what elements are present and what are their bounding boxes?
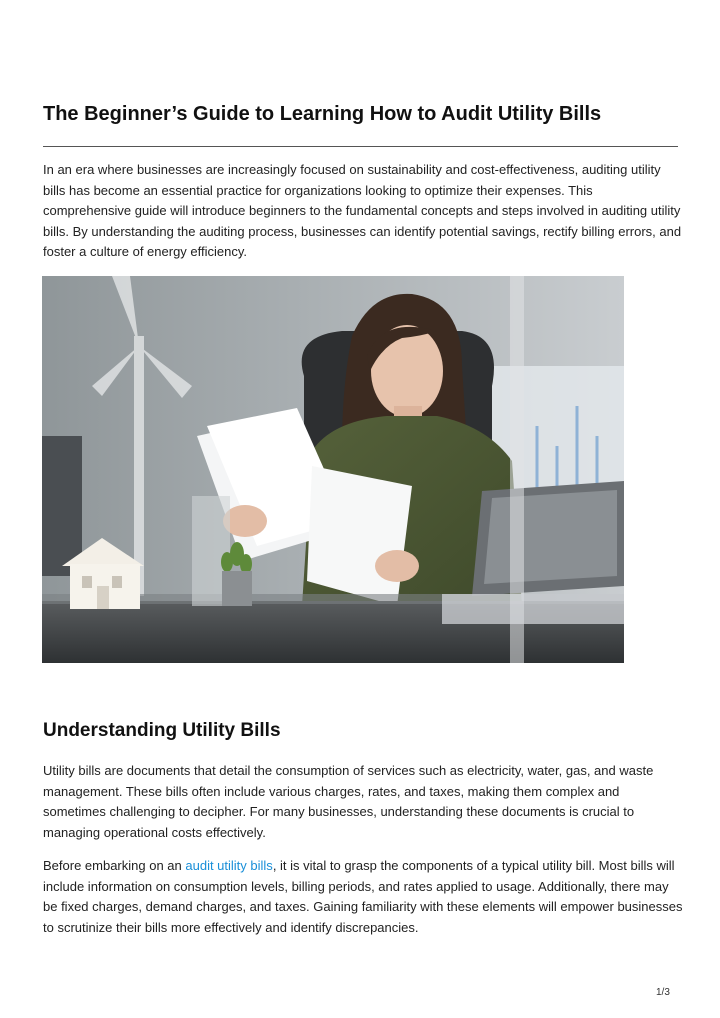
page-title: The Beginner’s Guide to Learning How to Audit Utility Bills bbox=[43, 103, 602, 125]
section-paragraph-1: Utility bills are documents that detail the consumption of services such as electricity, water, gas, and waste management. These bills often include various charges, rates, and taxes, making them complex and sometimes challenging to decipher. For many businesses, understanding these documents is crucial to managing operational costs effectively. bbox=[43, 763, 654, 840]
intro-paragraph: In an era where businesses are increasingly focused on sustainability and cost-effectiveness, auditing utility bills has become an essential practice for organizations looking to optimize their expenses. This comprehensive guide will introduce beginners to the fundamental concepts and steps involved in auditing utility bills. By understanding the auditing process, businesses can identify potential savings, rectify billing errors, and foster a culture of energy efficiency. bbox=[43, 162, 682, 259]
page-number: 1/3 bbox=[656, 987, 670, 998]
section-heading: Understanding Utility Bills bbox=[43, 720, 281, 741]
section-paragraph-2 bbox=[43, 856, 683, 938]
audit-utility-bills-link[interactable]: audit utility bills bbox=[185, 858, 273, 873]
hero-photo bbox=[42, 276, 624, 663]
title-divider bbox=[43, 146, 678, 147]
paragraph-text-before-link: Before embarking on an bbox=[43, 858, 186, 873]
paragraph-text-after-link: , it is vital to grasp the components of a typical utility bill. Most bills will include information on consumption levels, billing periods, and rates applied to usage. Additionally, there may be fixed charges, demand charges, and taxes. Gaining familiarity with these elements will empower businesses to scrutinize their bills more effectively and identify discrepancies. bbox=[43, 858, 683, 935]
